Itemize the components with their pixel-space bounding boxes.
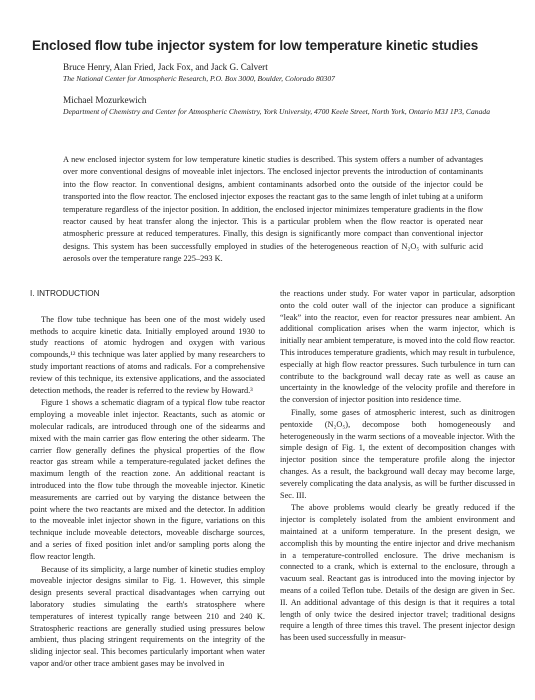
right-paragraph-1: the reactions under study. For water vapor in particular, adsorption onto the cold outer wall of the injector can produce a significant “leak” into the reactor, even for reactor pressures near ambient. An additional complication arises when the warm injector, which is initially near ambient temperature, is moved into the cold flow reactor. This introduces temperature gradients, which may result in turbulence, especially at high flow reactor pressures. Such turbulence in turn can contribute to the background wall decay rate as well as cause an uncertainty in the knowledge of the velocity profile and therefore in the conversion of injector position into residence time. [280,289,515,405]
paper-title: Enclosed flow tube injector system for low temperature kinetic studies [32,38,479,53]
affiliation-1: The National Center for Atmospheric Research, P.O. Box 3000, Boulder, Colorado 80307 [63,74,335,83]
affiliation-2: Department of Chemistry and Center for Atmospheric Chemistry, York University, 4700 Keele Street, North York, Ontario M3J 1P3, Canada [63,107,490,116]
left-paragraph-2: Figure 1 shows a schematic diagram of a typical flow tube reactor employing a moveable inlet injector. Reactants, such as atomic or molecular radicals, are introduced through one of the sidearms and mixed with the main carrier gas flow entering the other sidearm. The carrier flow generally defines the physical properties of the flow reactor gas stream while a temperature-regulated jacket defines the maximum length of the reaction zone. An additional reactant is introduced into the flow tube through the moveable injector. Kinetic measurements are carried out by varying the distance between the point where the two reactants are mixed and the detector. In addition to the moveable inlet injector shown in the figure, variations on this technique include moveable detectors, moveable discharge sources, and a series of fixed position inlet and/or sampling ports along the flow reactor length. [30,398,265,561]
left-paragraph-3: Because of its simplicity, a large number of kinetic studies employ moveable injector designs similar to Fig. 1. However, this simple design presents several practical disadvantages when carrying out laboratory studies simulating the earth's stratosphere where temperatures of interest typically range between 210 and 240 K. Stratospheric reactions are generally studied using pressures below ambient, thus placing stringent requirements on the integrity of the sliding injector seal. This becomes particularly important when water vapor and/or other trace ambient gases may be involved in [30,564,265,668]
abstract: A new enclosed injector system for low temperature kinetic studies is described. This system offers a number of advantages over more conventional designs of moveable inlet injectors. The enclosed injector prevents the introduction of contaminants into the flow reactor. In conventional designs, ambient contaminants adsorbed onto the outside of the injector could be transported into the flow reactor. The enclosed injector exposes the reactant gas to the same length of inlet tubing at a uniform temperature regardless of the injector position. In addition, the enclosed injector minimizes temperature gradients in the flow reactor caused by heat transfer along the injector. This is a particular problem when the flow reactor is operated near atmospheric pressure at reduced temperatures. Finally, this design is significantly more compact than conventional injector designs. This system has been successfully employed in studies of the heterogeneous reaction of N₂O₅ with sulfuric acid aerosols over the temperature range 225–293 K. [63,155,483,264]
right-column [280,288,515,644]
section-heading: I. INTRODUCTION [30,289,100,298]
right-paragraph-3: The above problems would clearly be greatly reduced if the injector is completely isolated from the ambient environment and maintained at a uniform temperature. In the present design, we accomplish this by mounting the entire injector and drive mechanism in a temperature-controlled enclosure. The drive mechanism is connected to a crank, which is external to the enclosure, through a vacuum seal. Reactant gas is introduced into the moving injector by means of a coiled Teflon tube. Details of the design are given in Sec. II. An additional advantage of this design is that it requires a total length of only twice the desired injector travel; traditional designs require a length of three times this travel. The present injector design has been used successfully in measur- [280,503,515,643]
author-list-2: Michael Mozurkewich [63,95,147,105]
author-list-1: Bruce Henry, Alan Fried, Jack Fox, and Jack G. Calvert [63,62,268,72]
left-column [30,288,265,670]
left-paragraph-1: The flow tube technique has been one of the most widely used methods to acquire kinetic data. Initially employed around 1930 to study reactions of atomic hydrogen and oxygen with various compounds,¹² this technique was later applied by many researchers to study important reactions of atoms and radicals. For a comprehensive review of this technique, its extensive applications, and the associated detection methods, the reader is referred to the review by Howard.³ [30,314,265,395]
right-paragraph-2: Finally, some gases of atmospheric interest, such as dinitrogen pentoxide (N₂O₅), decompose both homogeneously and heterogeneously in the warm sections of a moveable injector. With the simple design of Fig. 1, the extent of decomposition changes with injector position since the temperature profile along the injector changes. As a result, the background wall decay may become large, severely complicating the data analysis, as will be further discussed in Sec. III. [280,407,515,500]
